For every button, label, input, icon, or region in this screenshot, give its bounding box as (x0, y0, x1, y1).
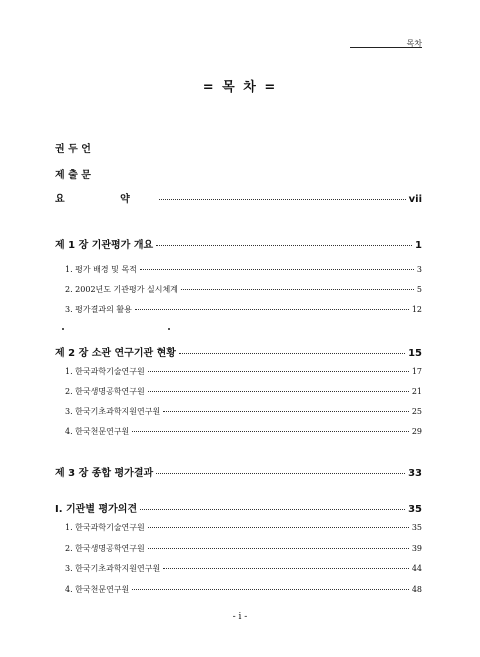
toc-item[interactable] (65, 406, 422, 417)
toc-entry-label: 2. 한국생명공학연구원 (65, 387, 145, 396)
toc-item[interactable] (65, 543, 422, 554)
dot-leader (163, 411, 409, 412)
toc-item[interactable] (65, 426, 422, 437)
dot-leader (181, 289, 414, 290)
dot-leader (135, 309, 409, 310)
dot-leader (132, 431, 409, 432)
scan-speck (62, 328, 64, 330)
toc-entry-page: 21 (411, 387, 422, 396)
toc-entry-page: 44 (411, 564, 422, 573)
dot-leader (132, 589, 409, 590)
toc-item[interactable] (65, 284, 422, 295)
dot-leader (179, 353, 405, 354)
toc-entry-page: 25 (411, 407, 422, 416)
toc-item[interactable] (65, 584, 422, 595)
dot-leader (140, 509, 405, 510)
toc-entry-page: 3 (416, 265, 422, 274)
toc-entry-page: 29 (411, 427, 422, 436)
toc-item[interactable] (65, 304, 422, 315)
toc-item[interactable] (65, 563, 422, 574)
dot-leader (148, 371, 409, 372)
toc-entry-page: 5 (416, 285, 422, 294)
toc-chapter-2[interactable] (55, 344, 422, 359)
toc-chapter-3[interactable] (55, 464, 422, 479)
toc-entry-label: Ⅰ. 기관별 평가의견 (55, 504, 138, 515)
dot-leader (156, 473, 405, 474)
toc-section-1[interactable] (55, 500, 422, 515)
toc-entry-page: 39 (411, 544, 422, 553)
running-head-rule (350, 47, 422, 48)
toc-entry-page: 12 (411, 305, 422, 314)
toc-entry-page: 1 (415, 240, 422, 251)
dot-leader (148, 548, 409, 549)
dot-leader (148, 527, 409, 528)
toc-entry-page: 15 (408, 348, 422, 359)
toc-entry-label: 제 1 장 기관평가 개요 (55, 240, 154, 251)
toc-entry-label: 2. 한국생명공학연구원 (65, 544, 145, 553)
toc-entry-label: 4. 한국천문연구원 (65, 427, 130, 436)
toc-entry-label: 제 2 장 소관 연구기관 현황 (55, 348, 176, 359)
toc-item[interactable] (65, 386, 422, 397)
dot-leader (140, 269, 414, 270)
toc-entry-label: 3. 한국기초과학지원연구원 (65, 407, 161, 416)
running-head: 목차 (406, 39, 422, 48)
toc-entry-label: 요 약 (55, 194, 156, 205)
toc-entry-label: 제 3 장 종합 평가결과 (55, 468, 154, 479)
toc-item[interactable] (65, 264, 422, 275)
toc-entry-label: 1. 한국과학기술연구원 (65, 367, 145, 376)
page-number-footer: - i - (232, 612, 248, 622)
toc-item[interactable] (65, 522, 422, 533)
toc-item[interactable] (65, 366, 422, 377)
page-title: = 목 차 = (202, 80, 278, 95)
toc-entry-page: 48 (411, 585, 422, 594)
dot-leader (159, 199, 406, 200)
toc-entry-page: vii (408, 194, 422, 205)
toc-entry-label: 3. 한국기초과학지원연구원 (65, 564, 161, 573)
toc-entry-label: 3. 평가결과의 활용 (65, 305, 132, 314)
toc-entry-page: 33 (408, 468, 422, 479)
dot-leader (148, 391, 409, 392)
dot-leader (156, 245, 412, 246)
toc-entry-label: 1. 한국과학기술연구원 (65, 523, 145, 532)
front-matter-foreword: 권 두 언 (55, 144, 91, 155)
toc-entry-page: 17 (411, 367, 422, 376)
scan-speck (168, 328, 170, 330)
toc-entry-page: 35 (408, 504, 422, 515)
front-matter-submission: 제 출 문 (55, 170, 91, 181)
toc-entry-label: 1. 평가 배경 및 목적 (65, 265, 137, 274)
toc-chapter-1[interactable] (55, 236, 422, 251)
toc-entry-page: 35 (411, 523, 422, 532)
toc-entry-label: 2. 2002년도 기관평가 실시체계 (65, 285, 178, 294)
dot-leader (163, 568, 409, 569)
toc-entry-label: 4. 한국천문연구원 (65, 585, 130, 594)
toc-entry-summary[interactable] (55, 190, 422, 205)
